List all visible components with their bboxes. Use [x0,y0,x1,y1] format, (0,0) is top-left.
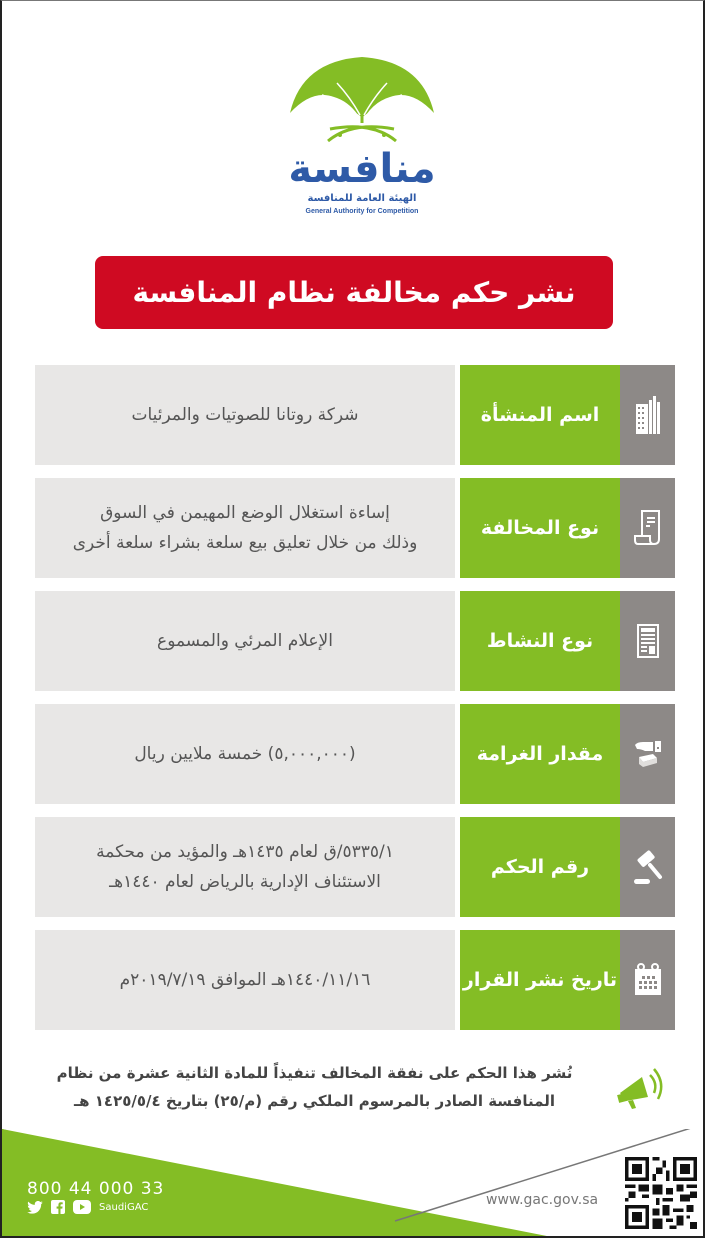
logo-arabic-subtitle: الهيئة العامة للمنافسة [307,193,417,204]
facebook-icon[interactable] [51,1200,65,1214]
row-value [35,591,455,691]
value-line: الاستئناف الإدارية بالرياض لعام ١٤٤٠هـ [109,872,381,892]
value-line: إساءة استغلال الوضع المهيمن في السوق [100,503,390,523]
footnote-line: المنافسة الصادر بالمرسوم الملكي رقم (م/٢٥) بتاريخ ١٤٢٥/٥/٤ هـ [74,1092,555,1110]
logo-wordmark: منافسة [288,146,436,192]
row-value [35,704,455,804]
gavel-icon [632,847,664,887]
info-row-violation-type [35,478,675,578]
twitter-icon[interactable] [27,1201,43,1214]
newspaper-icon [637,624,659,658]
row-value [35,365,455,465]
row-value [35,817,455,917]
money-hand-icon [633,739,663,769]
value-line: وذلك من خلال تعليق بيع سلعة بشراء سلعة أخرى [72,533,418,553]
phone-number[interactable]: 800 44 000 33 [27,1179,165,1199]
legal-footnote [42,1059,587,1115]
row-label: نوع المخالفة [460,478,620,578]
calendar-icon [633,963,663,997]
megaphone-icon [614,1063,666,1113]
logo-english-subtitle: General Authority for Competition [305,208,419,215]
row-value [35,930,455,1030]
row-icon-box [620,930,675,1030]
page-title: نشر حكم مخالفة نظام المنافسة [95,256,613,329]
row-icon-box [620,817,675,917]
building-icon [634,394,662,436]
value-line: الإعلام المرئي والمسموع [157,631,333,651]
row-icon-box [620,365,675,465]
value-line: (٥,٠٠٠,٠٠٠) خمسة ملايين ريال [134,744,356,764]
social-handle[interactable]: SaudiGAC [99,1201,149,1213]
value-line: ١٤٤٠/١١/١٦هـ الموافق ٢٠١٩/٧/١٩م [119,970,371,990]
info-row-judgment-number [35,817,675,917]
youtube-icon[interactable] [73,1200,91,1214]
row-value [35,478,455,578]
info-row-facility-name [35,365,675,465]
info-row-activity-type [35,591,675,691]
row-icon-box [620,591,675,691]
document-scroll-icon [633,509,663,547]
row-icon-box [620,478,675,578]
row-label: اسم المنشأة [460,365,620,465]
social-links [27,1200,148,1214]
row-label: رقم الحكم [460,817,620,917]
info-row-publication-date [35,930,675,1030]
gac-logo [282,53,442,223]
row-label: مقدار الغرامة [460,704,620,804]
palm-swords-emblem-icon [282,53,442,148]
footnote-line: نُشر هذا الحكم على نفقة المخالف تنفيذاً للمادة الثانية عشرة من نظام [56,1064,573,1082]
row-label: نوع النشاط [460,591,620,691]
row-label: تاريخ نشر القرار [460,930,620,1030]
value-line: ٥٣٣٥/١/ق لعام ١٤٣٥هـ والمؤيد من محكمة [96,842,394,862]
qr-code[interactable] [625,1157,697,1229]
website-link[interactable]: www.gac.gov.sa [486,1192,599,1208]
info-row-fine-amount [35,704,675,804]
value-line: شركة روتانا للصوتيات والمرئيات [131,405,359,425]
row-icon-box [620,704,675,804]
